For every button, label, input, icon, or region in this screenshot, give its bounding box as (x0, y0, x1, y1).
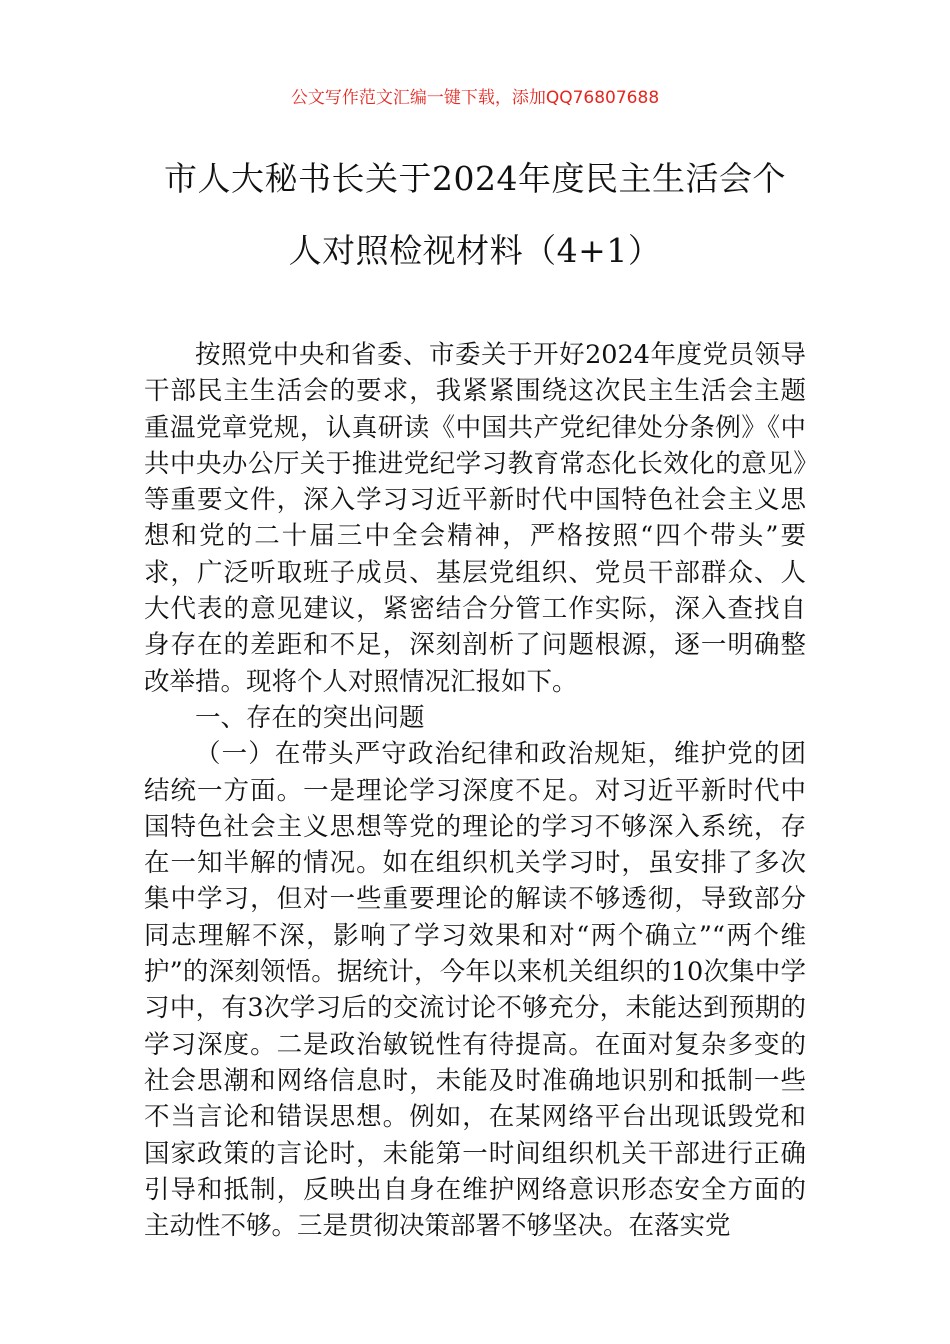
section-paragraph: （一）在带头严守政治纪律和政治规矩，维护党的团结统一方面。一是理论学习深度不足。对习近平新时代中国特色社会主义思想等党的理论的学习不够深入系统，存在一知半解的情况。如在组织机关学习时，虽安排了多次集中学习，但对一些重要理论的解读不够透彻，导致部分同志理解不深，影响了学习效果和对“两个确立”“两个维护”的深刻领悟。据统计，今年以来机关组织的10次集中学习中，有3次学习后的交流讨论不够充分，未能达到预期的学习深度。二是政治敏锐性有待提高。在面对复杂多变的社会思潮和网络信息时，未能及时准确地识别和抵制一些不当言论和错误思想。例如，在某网络平台出现诋毁党和国家政策的言论时，未能第一时间组织机关干部进行正确引导和抵制，反映出自身在维护网络意识形态安全方面的主动性不够。三是贯彻决策部署不够坚决。在落实党 (144, 739, 806, 1242)
document-title-line-2: 人对照检视材料（4+1） (288, 231, 662, 270)
document-body (144, 337, 806, 1244)
intro-paragraph: 按照党中央和省委、市委关于开好2024年度党员领导干部民主生活会的要求，我紧紧围绕这次民主生活会主题重温党章党规，认真研读《中国共产党纪律处分条例》《中共中央办公厅关于推进党纪学习教育常态化长效化的意见》等重要文件，深入学习习近平新时代中国特色社会主义思想和党的二十届三中全会精神，严格按照“四个带头”要求，广泛听取班子成员、基层党组织、党员干部群众、人大代表的意见建议，紧密结合分管工作实际，深入查找自身存在的差距和不足，深刻剖析了问题根源，逐一明确整改举措。现将个人对照情况汇报如下。 (144, 340, 806, 697)
document-title-line-1: 市人大秘书长关于2024年度民主生活会个 (164, 159, 786, 198)
section-heading: 一、存在的突出问题 (195, 702, 425, 733)
download-notice: 公文写作范文汇编一键下载，添加QQ76807688 (290, 88, 660, 108)
